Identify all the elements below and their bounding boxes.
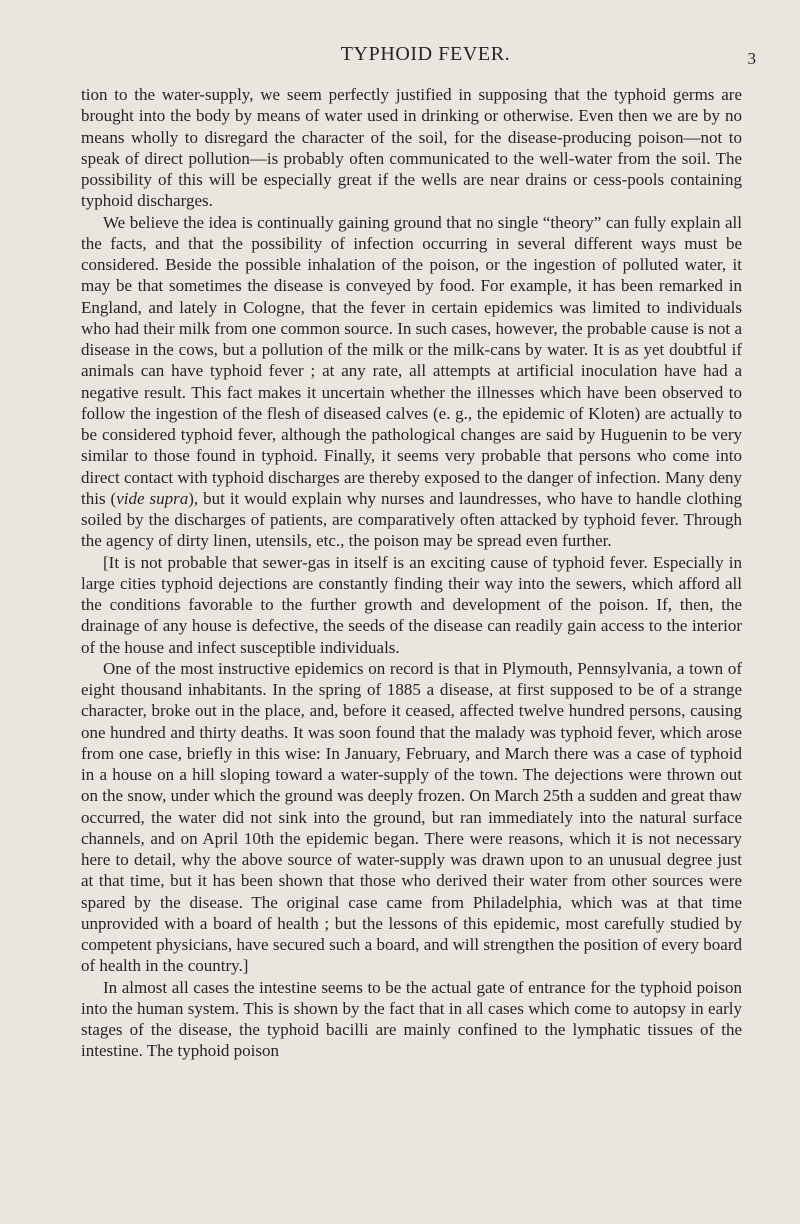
- body-text: [81, 84, 742, 1062]
- page-number: 3: [747, 49, 756, 68]
- running-title: TYPHOID FEVER.: [340, 43, 511, 65]
- italic-reference: vide supra: [116, 488, 189, 508]
- paragraph-text: We believe the idea is continually gaining ground that no single “theory” can fully explain all the facts, and that the possibility of infection occurring in several different ways must be considered. Beside the possible inhalation of the poison, or the ingestion of polluted water, it may be that sometimes the disease is conveyed by food. For example, it has been remarked in England, and lately in Cologne, that the fever in certain epidemics was limited to individuals who had their milk from one common source. In such cases, however, the probable cause is not a disease in the cows, but a pollution of the milk or the milk-cans by water. It is as yet doubtful if animals can have typhoid fever ; at any rate, all attempts at artificial inoculation have had a negative result. This fact makes it uncertain whether the illnesses which have been observed to follow the ingestion of the flesh of diseased calves (e. g., the epidemic of Kloten) are actually to be considered typhoid fever, although the pathological changes are said by Huguenin to be very similar to those found in typhoid. Finally, it seems very probable that persons who come into direct contact with typhoid discharges are thereby exposed to the danger of infection. Many deny this (: [81, 212, 742, 508]
- paragraph-theory: [81, 212, 742, 552]
- paragraph-intestine: In almost all cases the intestine seems to be the actual gate of entrance for the typhoid poison into the human system. This is shown by the fact that in all cases which come to autopsy in early stages of the disease, the typhoid bacilli are mainly confined to the lymphatic tissues of the intestine. The typhoid poison: [81, 977, 742, 1061]
- paragraph-sewer-gas: [It is not probable that sewer-gas in itself is an exciting cause of typhoid fever. Especially in large cities typhoid dejections are constantly finding their way into the sewers, which afford all the conditions favorable to the further growth and development of the poison. If, then, the drainage of any house is defective, the seeds of the disease can readily gain access to the interior of the house and infect susceptible individuals.: [81, 552, 742, 657]
- running-head: [81, 0, 756, 68]
- paragraph-text: ), but it would explain why nurses and laundresses, who have to handle clothing soiled by the discharges of patients, are comparatively often attacked by typhoid fever. Through the agency of dirty linen, utensils, etc., the poison may be spread even further.: [81, 488, 742, 551]
- paragraph-continuation: tion to the water-supply, we seem perfectly justified in supposing that the typhoid germs are brought into the body by means of water used in drinking or otherwise. Even then we are by no means wholly to disregard the character of the soil, for the disease-producing poison—not to speak of direct pollution—is probably often communicated to the well-water from the soil. The possibility of this will be especially great if the wells are near drains or cess-pools containing typhoid discharges.: [81, 85, 742, 211]
- paragraph-plymouth-epidemic: One of the most instructive epidemics on record is that in Plymouth, Pennsylvania, a town of eight thousand inhabitants. In the spring of 1885 a disease, at first supposed to be of a strange character, broke out in the place, and, before it ceased, affected twelve hundred persons, causing one hundred and thirty deaths. It was soon found that the malady was typhoid fever, which arose from one case, briefly in this wise: In January, February, and March there was a case of typhoid in a house on a hill sloping toward a water-supply of the town. The dejections were thrown out on the snow, under which the ground was deeply frozen. On March 25th a sudden and great thaw occurred, the water did not sink into the ground, but ran immediately into the natural surface channels, and on April 10th the epidemic began. There were reasons, which it is not necessary here to detail, why the above source of water-supply was drawn upon to an unusual degree just at that time, but it has been shown that those who derived their water from other sources were spared by the disease. The original case came from Philadelphia, which was at that time unprovided with a board of health ; but the lessons of this epidemic, most carefully studied by competent physicians, have secured such a board, and will strengthen the position of every board of health in the country.]: [81, 658, 742, 976]
